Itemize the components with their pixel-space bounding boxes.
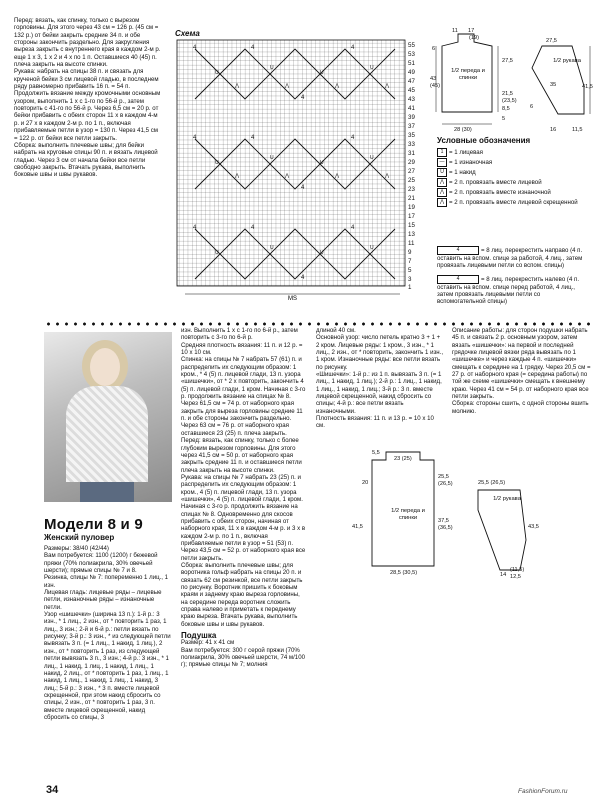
paragraph-pillow-size: Размер: 41 x 41 см <box>181 639 235 647</box>
schematic-sweater-2 <box>350 450 590 585</box>
svg-text:U: U <box>320 160 324 166</box>
dim-label: 43 <box>430 76 437 82</box>
row-number: 25 <box>408 177 415 184</box>
cable-number: 4 <box>251 45 255 51</box>
row-number: 1 <box>408 284 412 291</box>
front-back-label: 1/2 переда и спинки <box>451 68 485 81</box>
photo-sweater <box>66 386 148 482</box>
dim-label: 12,5 <box>510 574 521 580</box>
scheme-title: Схема <box>175 29 200 38</box>
legend-item: 4 = 8 лиц. перекрестить налево (4 п. оставить на вспом. спице перед работой, 4 лиц., затем провязать лицевыми петли со вспомогательной спицы) <box>437 276 580 305</box>
row-number: 53 <box>408 51 415 58</box>
legend-item: ⋀ = 2 п. провязать вместе лицевой скрещенной <box>437 198 587 207</box>
pillow-heading: Подушка <box>181 631 217 641</box>
k2tog-icon: ⋀ <box>437 178 447 187</box>
dim-label: 6 <box>530 104 534 110</box>
row-number: 55 <box>408 42 415 49</box>
row-number: 29 <box>408 159 415 166</box>
row-number: 7 <box>408 258 412 265</box>
row-number: 43 <box>408 96 415 103</box>
col3-text <box>316 327 444 430</box>
cable-number: 4 <box>193 225 197 231</box>
row-number: 41 <box>408 105 415 112</box>
cable-number: 4 <box>193 45 197 51</box>
site-credit: FashionForum.ru <box>518 788 568 795</box>
paragraph-pillow-materials: Вам потребуется: 300 г серой пряжи (70% полиакрила, 30% овечьей шерсти, 74 м/100 г); прямые спицы № 7; молния <box>181 646 305 669</box>
cable-number: 4 <box>351 225 355 231</box>
row-number: 9 <box>408 249 412 256</box>
cable-number: 4 <box>301 95 305 101</box>
row-number: 45 <box>408 87 415 94</box>
dim-label: 17 <box>468 28 475 34</box>
paragraph-bobbles: «Шишечки»: 1-й р.: из 1 п. вывязать 3 п. (= 1 лиц., 1 накид, 1 лиц.); 2-й р.: 1 лиц., 1 накид, 1 лиц., 1 накид, 1 лиц.; 3-й р.: 3 п. вместе лицевой скрещенной, накид сбросить со спицы; 4-й р.: все петли вязать изнаночными. <box>316 371 442 415</box>
dim-label: 6 <box>432 46 436 52</box>
dim-label: 20 <box>362 480 369 486</box>
row-number: 21 <box>408 195 415 202</box>
models-subheading: Женский пуловер <box>44 533 115 542</box>
dim-label: (23,5) <box>502 98 517 104</box>
dim-label: 41,5 <box>582 84 593 90</box>
dim-label: 5 <box>502 116 506 122</box>
paragraph-gauge: Средняя плотность вязания: 11 п. и 12 р. = 10 х 10 см. <box>181 341 303 357</box>
dim-label: 37,5 <box>438 518 449 524</box>
cable-right-icon: 4 <box>437 246 479 255</box>
dim-label: 27,5 <box>546 38 557 44</box>
cable-number: 4 <box>193 135 197 141</box>
paragraph-rib: Резинка, спицы № 7: попеременно 1 лиц., 1 изн. <box>44 574 169 589</box>
schematic-sweater-1 <box>432 28 596 136</box>
dim-label: (36,5) <box>438 525 453 531</box>
legend-item: 4 = 8 лиц. перекрестить направо (4 п. оставить на вспом. спице за работой, 4 лиц., затем провязать лицевыми петли со вспом. спицы) <box>437 247 583 269</box>
svg-text:U: U <box>320 70 324 76</box>
cable-left-icon: 4 <box>437 275 479 284</box>
photo-jeans <box>80 482 134 502</box>
knit-icon: 1 <box>437 148 447 157</box>
dim-label: 28 (30) <box>454 127 472 133</box>
paragraph-materials: Вам потребуется: 1100 (1200) г бежевой пряжи (70% полиакрила, 30% овечьей шерсти); прямые спицы № 7 и 8. <box>44 552 158 575</box>
row-number: 19 <box>408 204 415 211</box>
cable-number: 4 <box>301 185 305 191</box>
dim-label: 8,5 <box>502 106 510 112</box>
dim-label: 11 <box>452 28 458 34</box>
paragraph-assembly: Сборка: выполнить плечевые швы; для воротника гольф набрать на спицы 20 п. и связать 62 см резинкой, все петли закрыть по рисунку. Воротник пришить к боковым краям и заднему краю выреза горловины, на середине переда воротник сложить справа налево и приметать к переднему краю выреза. Втачать рукава, выполнить боковые швы и швы рукавов. <box>181 562 303 628</box>
dim-label: 43,5 <box>528 524 539 530</box>
row-number: 39 <box>408 114 415 121</box>
section-divider <box>44 322 594 326</box>
dim-label: 16 <box>550 127 557 133</box>
paragraph-front: Перед: вязать, как спинку, только с более глубоким вырезом горловины. Для этого через 41,5 см = 50 р. от наборного края закрыть средние 11 п. и оставшиеся петли плеча закрыть на высоте спинки. <box>181 437 302 474</box>
dim-label: 14 <box>500 572 507 578</box>
p2tog-icon: ⋀ <box>437 188 447 197</box>
models-heading: Модели 8 и 9 <box>44 516 143 533</box>
yarn-over-icon: U <box>437 168 447 177</box>
model-photo <box>44 332 172 502</box>
row-number: 3 <box>408 276 412 283</box>
paragraph-stockinette: Лицевая гладь: лицевые ряды – лицевые петли, изнаночные ряды – изнаночные петли. <box>44 589 162 611</box>
svg-text:⋀: ⋀ <box>235 83 240 89</box>
col1-bottom-text <box>44 545 172 721</box>
paragraph-sleeves: Рукава: набрать на спицы 38 п. и связать для крученой бейки 3 см лицевой гладью, в последнем ряду равномерно прибавить 16 п. = 54 п. Продолжить вязание между кромочными основным узором, выполнить 1 х с 1-го по 56-й р., затем повторить с 41-го по 56-й р. Через 6,5 см = 20 р. от бейки прибавить с обеих сторон 11 х в каждом 4-м р. и 27 х в каждом 2-м р. по 1 п., включая прибавляемые петли в узор = 130 п. Через 41,5 см = 122 р. от бейки все петли закрыть. <box>14 68 161 142</box>
paragraph-work-description: Описание работы: для сторон подушки набрать 45 п. и связать 2 р. основным узором, затем вязать «шишечки»: на первой и последней грядочке лицевой вязки ряда вывязать по 1 «шишечке» и через каждые 4 п. «шишечки» смещать к середине на 1 грядку. Через 20,5 см = 27 р. от наборного края (= середина работы) по той же схеме «шишечки» смещать к внешнему краю. Через 41 см = 54 р. от наборного края все петли закрыть. <box>452 327 591 401</box>
cable-number: 4 <box>251 135 255 141</box>
svg-text:U: U <box>320 250 324 256</box>
legend-item: 1 = 1 лицевая <box>437 148 587 157</box>
legend-item: ⋀ = 2 п. провязать вместе изнаночной <box>437 188 587 197</box>
knitting-scheme <box>175 39 430 301</box>
front-back-label: 1/2 переда и спинки <box>391 508 425 521</box>
svg-text:⋀: ⋀ <box>335 173 340 179</box>
paragraph-sleeves: Рукава: на спицы № 7 набрать 23 (25) п. и распределить их следующим образом: 1 кром., 4 (5) п. лицевой глади, 13 п. узора «шишечки», 4 (5) п. лицевой глади, 1 кром. Начиная с 3-го р. продолжить вязание на спицах № 8. Одновременно для скосов прибавить с обеих сторон, начиная от наборного края, 11 х в каждом 4-м р. и 3 х в каждом 2-м р. по 1 п., включая прибавляемые петли в узор = 51 (53) п. Через 43,5 см = 52 р. от наборного края все петли закрыть. <box>181 473 306 562</box>
dim-label: 28,5 (30,5) <box>390 570 418 576</box>
cable-number: 4 <box>351 45 355 51</box>
dim-label: 5,5 <box>372 450 380 456</box>
row-number: 37 <box>408 123 415 130</box>
dim-label: 27,5 <box>502 58 513 64</box>
dim-label: 35 <box>550 82 557 88</box>
row-number: 13 <box>408 231 415 238</box>
sleeve-label: 1/2 рукава <box>553 58 581 64</box>
dim-label: (11,5) <box>510 567 525 573</box>
legend-item: — = 1 изнаночная <box>437 158 587 167</box>
paragraph-assembly: Сборка: стороны сшить, с одной стороны вшить молнию. <box>452 400 589 415</box>
svg-text:⋀: ⋀ <box>385 173 390 179</box>
svg-text:U: U <box>270 65 274 71</box>
paragraph-bobble-pattern: Узор «шишечки» (ширина 13 п.): 1-й р.: 3 изн., * 1 лиц., 2 изн., от * повторить 1 раз, 1 лиц., 3 изн.; 2-й и 6-й р.: петли вязать по рисунку; 3-й р.: 3 изн., * из следующей петли вывязать 3 п. (= 1 лиц., 1 накид, 1 лиц.), 2 изн., от * повторить 1 раз, из следующей петли вывязать 3 п., 3 изн.; 4-й р.: 3 изн., * 1 лиц., 1 накид, 1 лиц., 1 накид, 1 лиц., 1 накид, 2 лиц., от * повторить 1 раз, 1 лиц., 1 накид, 1 лиц., 1 накид, 1 лиц., 1 накид, 3 лиц.; 5-й р.: 3 изн., * 3 п. вместе лицевой скрещенной, при этом накид сбросить со спицы, 2 изн., от * повторить 1 раз, 3 п. вместе лицевой скрещенной, накид сбросить со спицы, 3 <box>44 611 171 721</box>
row-number: 11 <box>408 240 415 247</box>
scheme-bottom-label: MS <box>288 296 297 302</box>
row-number: 51 <box>408 60 415 67</box>
row-number: 49 <box>408 69 415 76</box>
svg-text:U: U <box>215 160 219 166</box>
col4-text <box>452 327 594 415</box>
scheme-row-numbers <box>408 42 415 291</box>
svg-text:⋀: ⋀ <box>385 83 390 89</box>
svg-text:⋀: ⋀ <box>285 173 290 179</box>
legend-item: U = 1 накид <box>437 168 587 177</box>
row-number: 27 <box>408 168 415 175</box>
svg-text:⋀: ⋀ <box>335 83 340 89</box>
dim-label: (19) <box>469 35 479 41</box>
svg-text:U: U <box>215 70 219 76</box>
dim-label: 23 (25) <box>394 456 412 462</box>
paragraph-sizes: Размеры: 38/40 (42/44) <box>44 545 109 552</box>
col2-text <box>181 327 307 669</box>
svg-text:U: U <box>370 65 374 71</box>
dim-label: 25,5 <box>438 474 449 480</box>
paragraph: изн. Выполнить 1 х с 1-го по 6-й р., затем повторить с 3-го по 6-й р. <box>181 327 298 342</box>
row-number: 47 <box>408 78 415 85</box>
svg-text:U: U <box>270 155 274 161</box>
paragraph-assembly: Сборка: выполнить плечевые швы; для бейки набрать на круговые спицы 90 п. и вязать лицевой гладью. Через 3 см от начала бейки все петли свободно закрыть. Втачать рукава, выполнить боковые швы и швы рукавов. <box>14 141 158 179</box>
cable-number: 4 <box>251 225 255 231</box>
row-number: 33 <box>408 141 415 148</box>
purl-icon: — <box>437 158 447 167</box>
svg-text:⋀: ⋀ <box>235 173 240 179</box>
row-number: 15 <box>408 222 415 229</box>
cable-number: 4 <box>351 135 355 141</box>
dim-label: 11,5 <box>572 127 583 133</box>
legend-title: Условные обозначения <box>437 136 531 145</box>
dim-label: 21,5 <box>502 91 513 97</box>
row-number: 23 <box>408 186 415 193</box>
photo-face <box>90 348 120 386</box>
legend-item: ⋀ = 2 п. провязать вместе лицевой <box>437 178 587 187</box>
paragraph: длиной 40 см. <box>316 327 356 334</box>
paragraph-main-pattern: Основной узор: число петель кратно 3 + 1 + 2 кром. Лицевые ряды: 1 кром., 3 изн., * 1 лиц., 2 изн., от * повторить, закончить 1 изн., 1 кром. Изнаночные ряды: все петли вязать по рисунку. <box>316 334 444 371</box>
dim-label: (26,5) <box>438 481 453 487</box>
dim-label: (45) <box>430 83 440 89</box>
sleeve-label: 1/2 рукава <box>493 496 521 502</box>
svg-text:U: U <box>215 250 219 256</box>
row-number: 31 <box>408 150 415 157</box>
paragraph-back: Спинка: на спицы № 7 набрать 57 (61) п. и распределить их следующим образом: 1 кром., * 4 (5) п. лицевой глади, 13 п. узора «шишечки», от * 2 х повторить, закончить 4 (5) п. лицевой глади, 1 кром. Начиная с 3-го р. продолжить вязание на спицах № 8. Через 61,5 см = 74 р. от наборного края закрыть для выреза горловины средние 11 п. и обе стороны закончить раздельно. Через 63 см = 76 р. от наборного края оставшиеся 23 (25) п. плеча закрыть. <box>181 356 306 437</box>
cable-number: 4 <box>301 275 305 281</box>
paragraph-gauge: Плотность вязания: 11 п. и 13 р. = 10 х 10 см. <box>316 415 434 430</box>
dim-label: 41,5 <box>352 524 363 530</box>
page-number: 34 <box>46 784 59 796</box>
dim-label: 25,5 (26,5) <box>478 480 506 486</box>
row-number: 5 <box>408 267 412 274</box>
svg-text:U: U <box>370 245 374 251</box>
paragraph-front: Перед: вязать, как спинку, только с вырезом горловины. Для этого через 43 см = 126 р. (45 см = 132 р.) от бейки закрыть средние 34 п. и обе стороны закончить раздельно. Для закругления выреза закрыть с внутреннего края в каждом 2-м р. еще 1 х 3, 1 х 2 и 4 х по 1 п. Оставшиеся 40 (45) п. плеча закрыть на высоте спинки. <box>14 17 161 69</box>
k2tog-tbl-icon: ⋀ <box>437 198 447 207</box>
row-number: 17 <box>408 213 415 220</box>
svg-text:⋀: ⋀ <box>285 83 290 89</box>
row-number: 35 <box>408 132 415 139</box>
col1-top-text <box>14 17 161 179</box>
svg-text:U: U <box>370 155 374 161</box>
svg-text:U: U <box>270 245 274 251</box>
